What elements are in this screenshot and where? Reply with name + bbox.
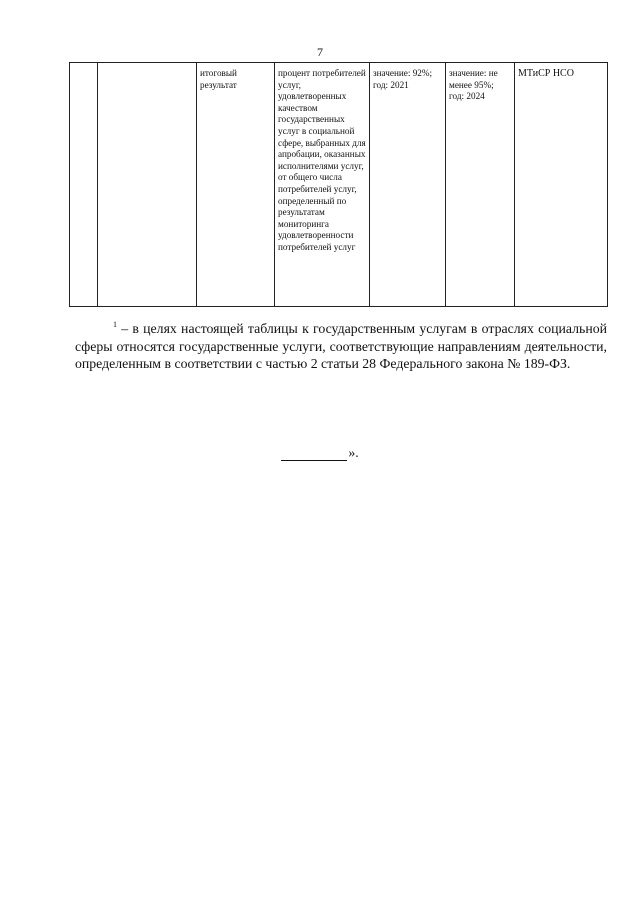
table-cell-indicator: процент потребителей услуг, удовлетворенных качеством государственных услуг в социальной сфере, выбранных для апробации, оказанных исполнителями услуг, от общего числа потребителей услуг, определенный по результатам мониторинга удовлетворенности потребителей услуг — [275, 63, 370, 307]
footnote-marker: 1 — [113, 320, 117, 329]
table-cell-target: значение: не менее 95%; год: 2024 — [446, 63, 515, 307]
table-cell-baseline: значение: 92%; год: 2021 — [370, 63, 446, 307]
closing-mark — [0, 445, 640, 461]
targets-table — [69, 62, 608, 307]
table-row — [70, 63, 608, 307]
table-cell-task — [98, 63, 197, 307]
table-cell-number — [70, 63, 98, 307]
closing-quote: ». — [348, 445, 359, 460]
table-cell-result-type: итоговый результат — [197, 63, 275, 307]
table-cell-agency: МТиСР НСО — [515, 63, 608, 307]
page-number: 7 — [317, 45, 323, 59]
footnote-text: – в целях настоящей таблицы к государственным услугам в отраслях социальной сферы относятся государственные услуги, соответствующие направлениям деятельности, определенным в соответствии с частью 2 статьи 28 Федерального закона № 189-ФЗ. — [75, 321, 607, 372]
footnote — [75, 320, 607, 373]
signature-line — [281, 446, 347, 461]
